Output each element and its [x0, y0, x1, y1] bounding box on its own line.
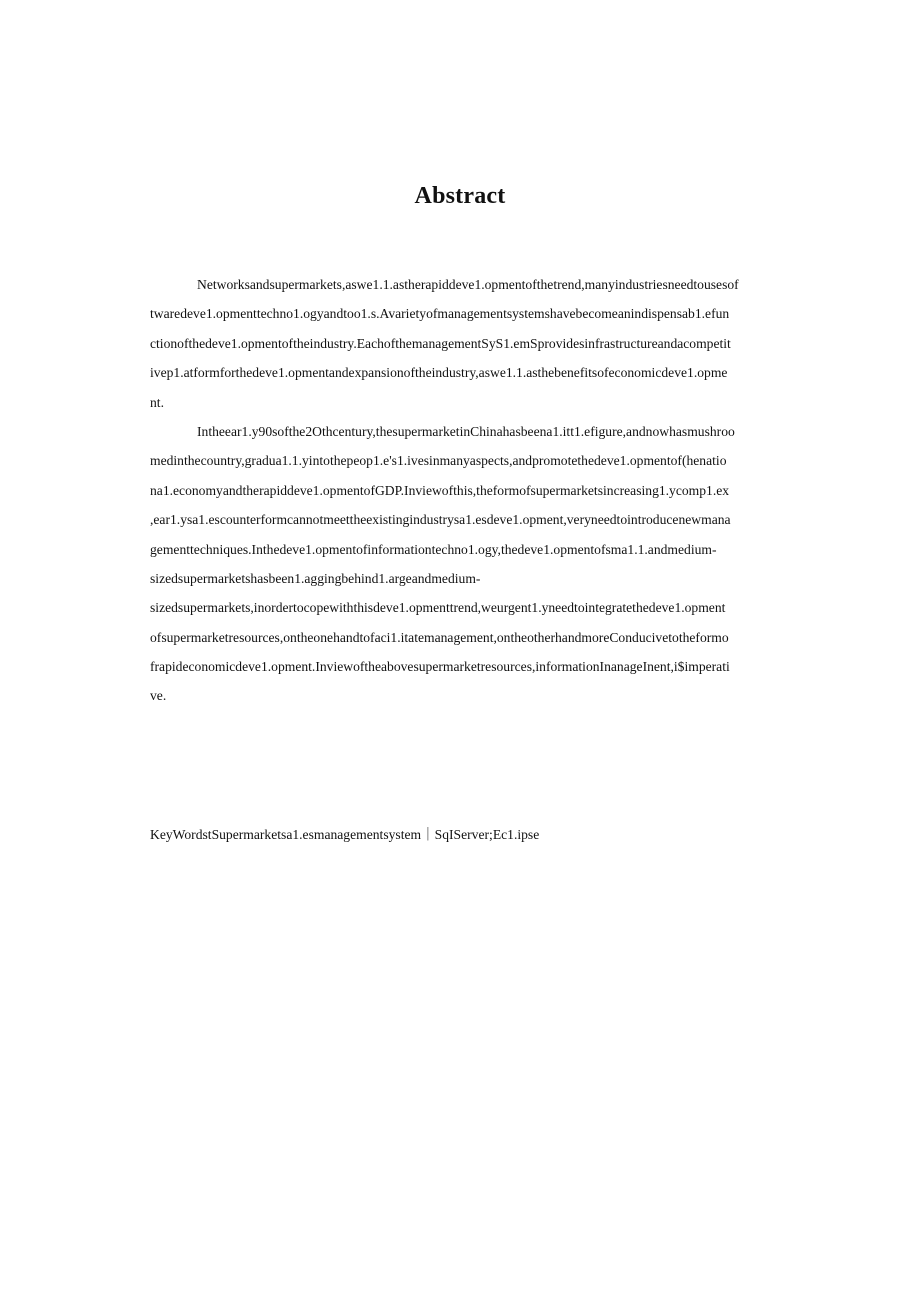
- text-line: sizedsupermarkets,inordertocopewiththisdeve1.opmenttrend,weurgent1.yneedtointegratethedeve1.opment: [150, 600, 726, 616]
- abstract-paragraph-2: [150, 417, 812, 711]
- text-line: ctionofthedeve1.opmentoftheindustry.EachofthemanagementSyS1.emSprovidesinfrastructureandacompetit: [150, 335, 731, 351]
- text-line: na1.economyandtherapiddeve1.opmentofGDP.Inviewofthis,theformofsupermarketsincreasing1.ycomp1.ex: [150, 482, 730, 498]
- text-line: ofsupermarketresources,ontheonehandtofaci1.itatemanagement,ontheotherhandmoreConducivetotheformo: [150, 629, 729, 645]
- text-line: ve.: [150, 688, 167, 704]
- text-line: nt.: [150, 394, 164, 410]
- text-line: Intheear1.y90softhe2Othcentury,thesupermarketinChinahasbeena1.itt1.efigure,andnowhasmushroo: [197, 423, 735, 439]
- text-line: ,ear1.ysa1.escounterformcannotmeettheexistingindustrysa1.esdeve1.opment,veryneedtointroducenewmana: [150, 512, 731, 528]
- keywords-line: KeyWordstSupermarketsa1.esmanagementsystem｜SqIServer;Ec1.ipse: [150, 827, 540, 842]
- text-line: frapideconomicdeve1.opment.Inviewoftheabovesupermarketresources,informationInanageInent,i$imperati: [150, 659, 730, 675]
- text-line: Networksandsupermarkets,aswe1.1.astherapiddeve1.opmentofthetrend,manyindustriesneedtousesof: [197, 277, 739, 292]
- text-line: medinthecountry,gradua1.1.yintothepeop1.e's1.ivesinmanyaspects,andpromotethedeve1.opmentof(henatio: [150, 453, 727, 469]
- text-line: ivep1.atformforthedeve1.opmentandexpansionoftheindustry,aswe1.1.asthebenefitsofeconomicdeve1.opme: [150, 365, 728, 381]
- text-line: gementtechniques.Inthedeve1.opmentofinformationtechno1.ogy,thedeve1.opmentofsma1.1.andmedium-: [150, 541, 717, 557]
- abstract-body: [150, 270, 812, 711]
- text-line: twaredeve1.opmenttechno1.ogyandtoo1.s.Avarietyofmanagementsystemshavebecomeanindispensab1.efun: [150, 306, 730, 322]
- abstract-title: Abstract: [414, 183, 506, 209]
- abstract-paragraph-1: [150, 270, 812, 417]
- text-line: sizedsupermarketshasbeen1.aggingbehind1.argeandmedium-: [150, 570, 481, 586]
